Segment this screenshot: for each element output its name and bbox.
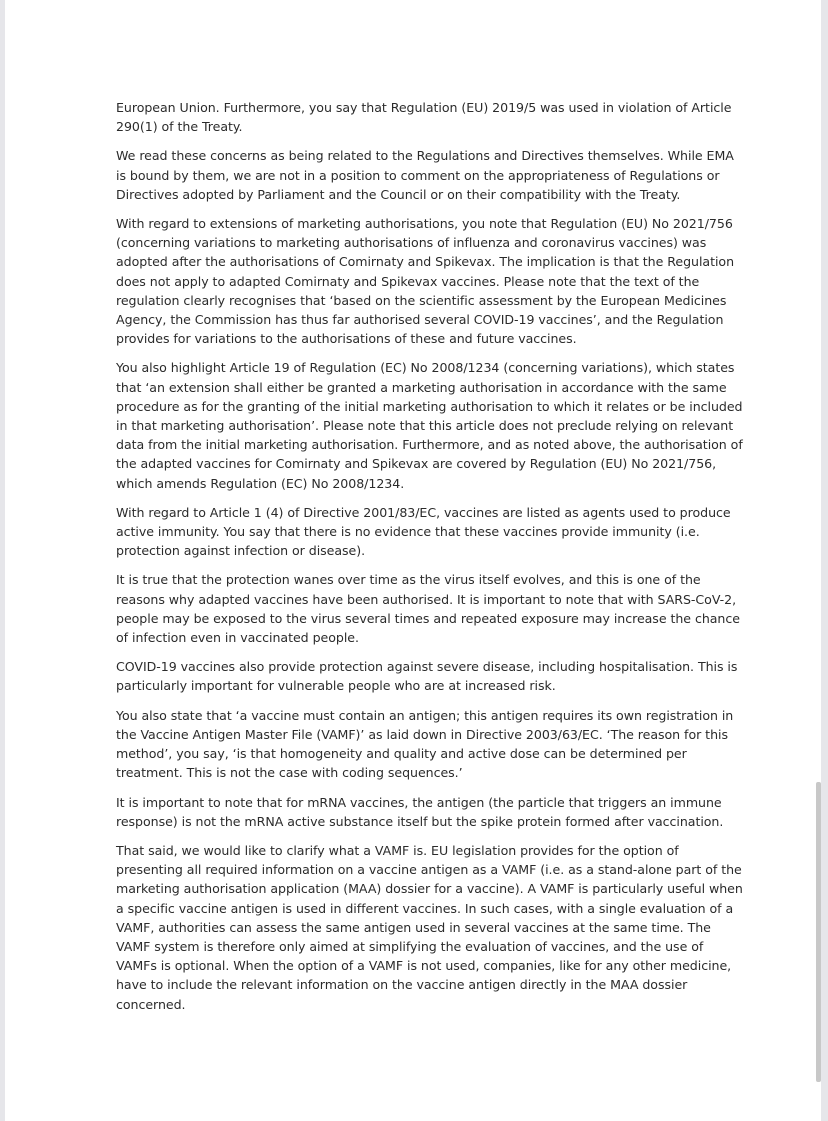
paragraph-severe-disease: COVID-19 vaccines also provide protection against severe disease, including hospitalisation. This is particularly important for vulnerable people who are at increased risk.: [116, 659, 738, 694]
paragraph-extensions-marketing-authorisations: With regard to extensions of marketing authorisations, you note that Regulation (EU) No 2021/756 (concerning variations to marketing authorisations of influenza and coronavirus vaccines) was adopted after the authorisations of Comirnaty and Spikevax. The implication is that the Regulation does not apply to adapted Comirnaty and Spikevax vaccines. Please note that the text of the regulation clearly recognises that ‘based on the scientific assessment by the European Medicines Agency, the Commission has thus far authorised several COVID-19 vaccines’, and the Regulation provides for variations to the authorisations of these and future vaccines.: [116, 216, 735, 347]
paragraph-regulations-concerns: We read these concerns as being related to the Regulations and Directives themselves. While EMA is bound by them, we are not in a position to comment on the appropriateness of Regulations or Directives adopted by Parliament and the Council or on their compatibility with the Treaty.: [116, 148, 734, 202]
paragraph-mrna-antigen: It is important to note that for mRNA vaccines, the antigen (the particle that triggers an immune response) is not the mRNA active substance itself but the spike protein formed after vaccination.: [116, 794, 724, 829]
scrollbar-track[interactable]: [821, 0, 828, 1121]
paragraph-article-1-4: With regard to Article 1 (4) of Directive 2001/83/EC, vaccines are listed as agents used to produce active immunity. You say that there is no evidence that these vaccines provide immunity (i.e. protection against infection or disease).: [116, 504, 731, 559]
paragraph-treaty-violation: European Union. Furthermore, you say that Regulation (EU) 2019/5 was used in violation of Article 290(1) of the Treaty.: [116, 100, 732, 135]
scrollbar-thumb[interactable]: [816, 782, 821, 1082]
document-body: [116, 98, 746, 1024]
document-page: [5, 0, 821, 1121]
paragraph-vamf-clarification: That said, we would like to clarify what a VAMF is. EU legislation provides for the option of presenting all required information on a vaccine antigen as a VAMF (i.e. as a stand-alone part of the marketing authorisation application (MAA) dossier for a vaccine). A VAMF is particularly useful when a specific vaccine antigen is used in different vaccines. In such cases, with a single evaluation of a VAMF, authorities can assess the same antigen used in several vaccines at the same time. The VAMF system is therefore only aimed at simplifying the evaluation of vaccines, and the use of VAMFs is optional. When the option of a VAMF is not used, companies, like for any other medicine, have to include the relevant information on the vaccine antigen directly in the MAA dossier concerned.: [116, 842, 743, 1012]
paragraph-vamf-claim: You also state that ‘a vaccine must contain an antigen; this antigen requires its own registration in the Vaccine Antigen Master File (VAMF)’ as laid down in Directive 2003/63/EC. ‘The reason for this method’, you say, ‘is that homogeneity and quality and active dose can be determined per treatment. This is not the case with coding sequences.’: [116, 707, 734, 781]
paragraph-article-19: You also highlight Article 19 of Regulation (EC) No 2008/1234 (concerning variations), which states that ‘an extension shall either be granted a marketing authorisation in accordance with the same procedure as for the granting of the initial marketing authorisation to which it relates or be included in that marketing authorisation’. Please note that this article does not preclude relying on relevant data from the initial marketing authorisation. Furthermore, and as noted above, the authorisation of the adapted vaccines for Comirnaty and Spikevax are covered by Regulation (EU) No 2021/756, which amends Regulation (EC) No 2008/1234.: [116, 360, 743, 491]
paragraph-protection-wanes: It is true that the protection wanes over time as the virus itself evolves, and this is one of the reasons why adapted vaccines have been authorised. It is important to note that with SARS-CoV-2, people may be exposed to the virus several times and repeated exposure may increase the chance of infection even in vaccinated people.: [116, 572, 740, 646]
